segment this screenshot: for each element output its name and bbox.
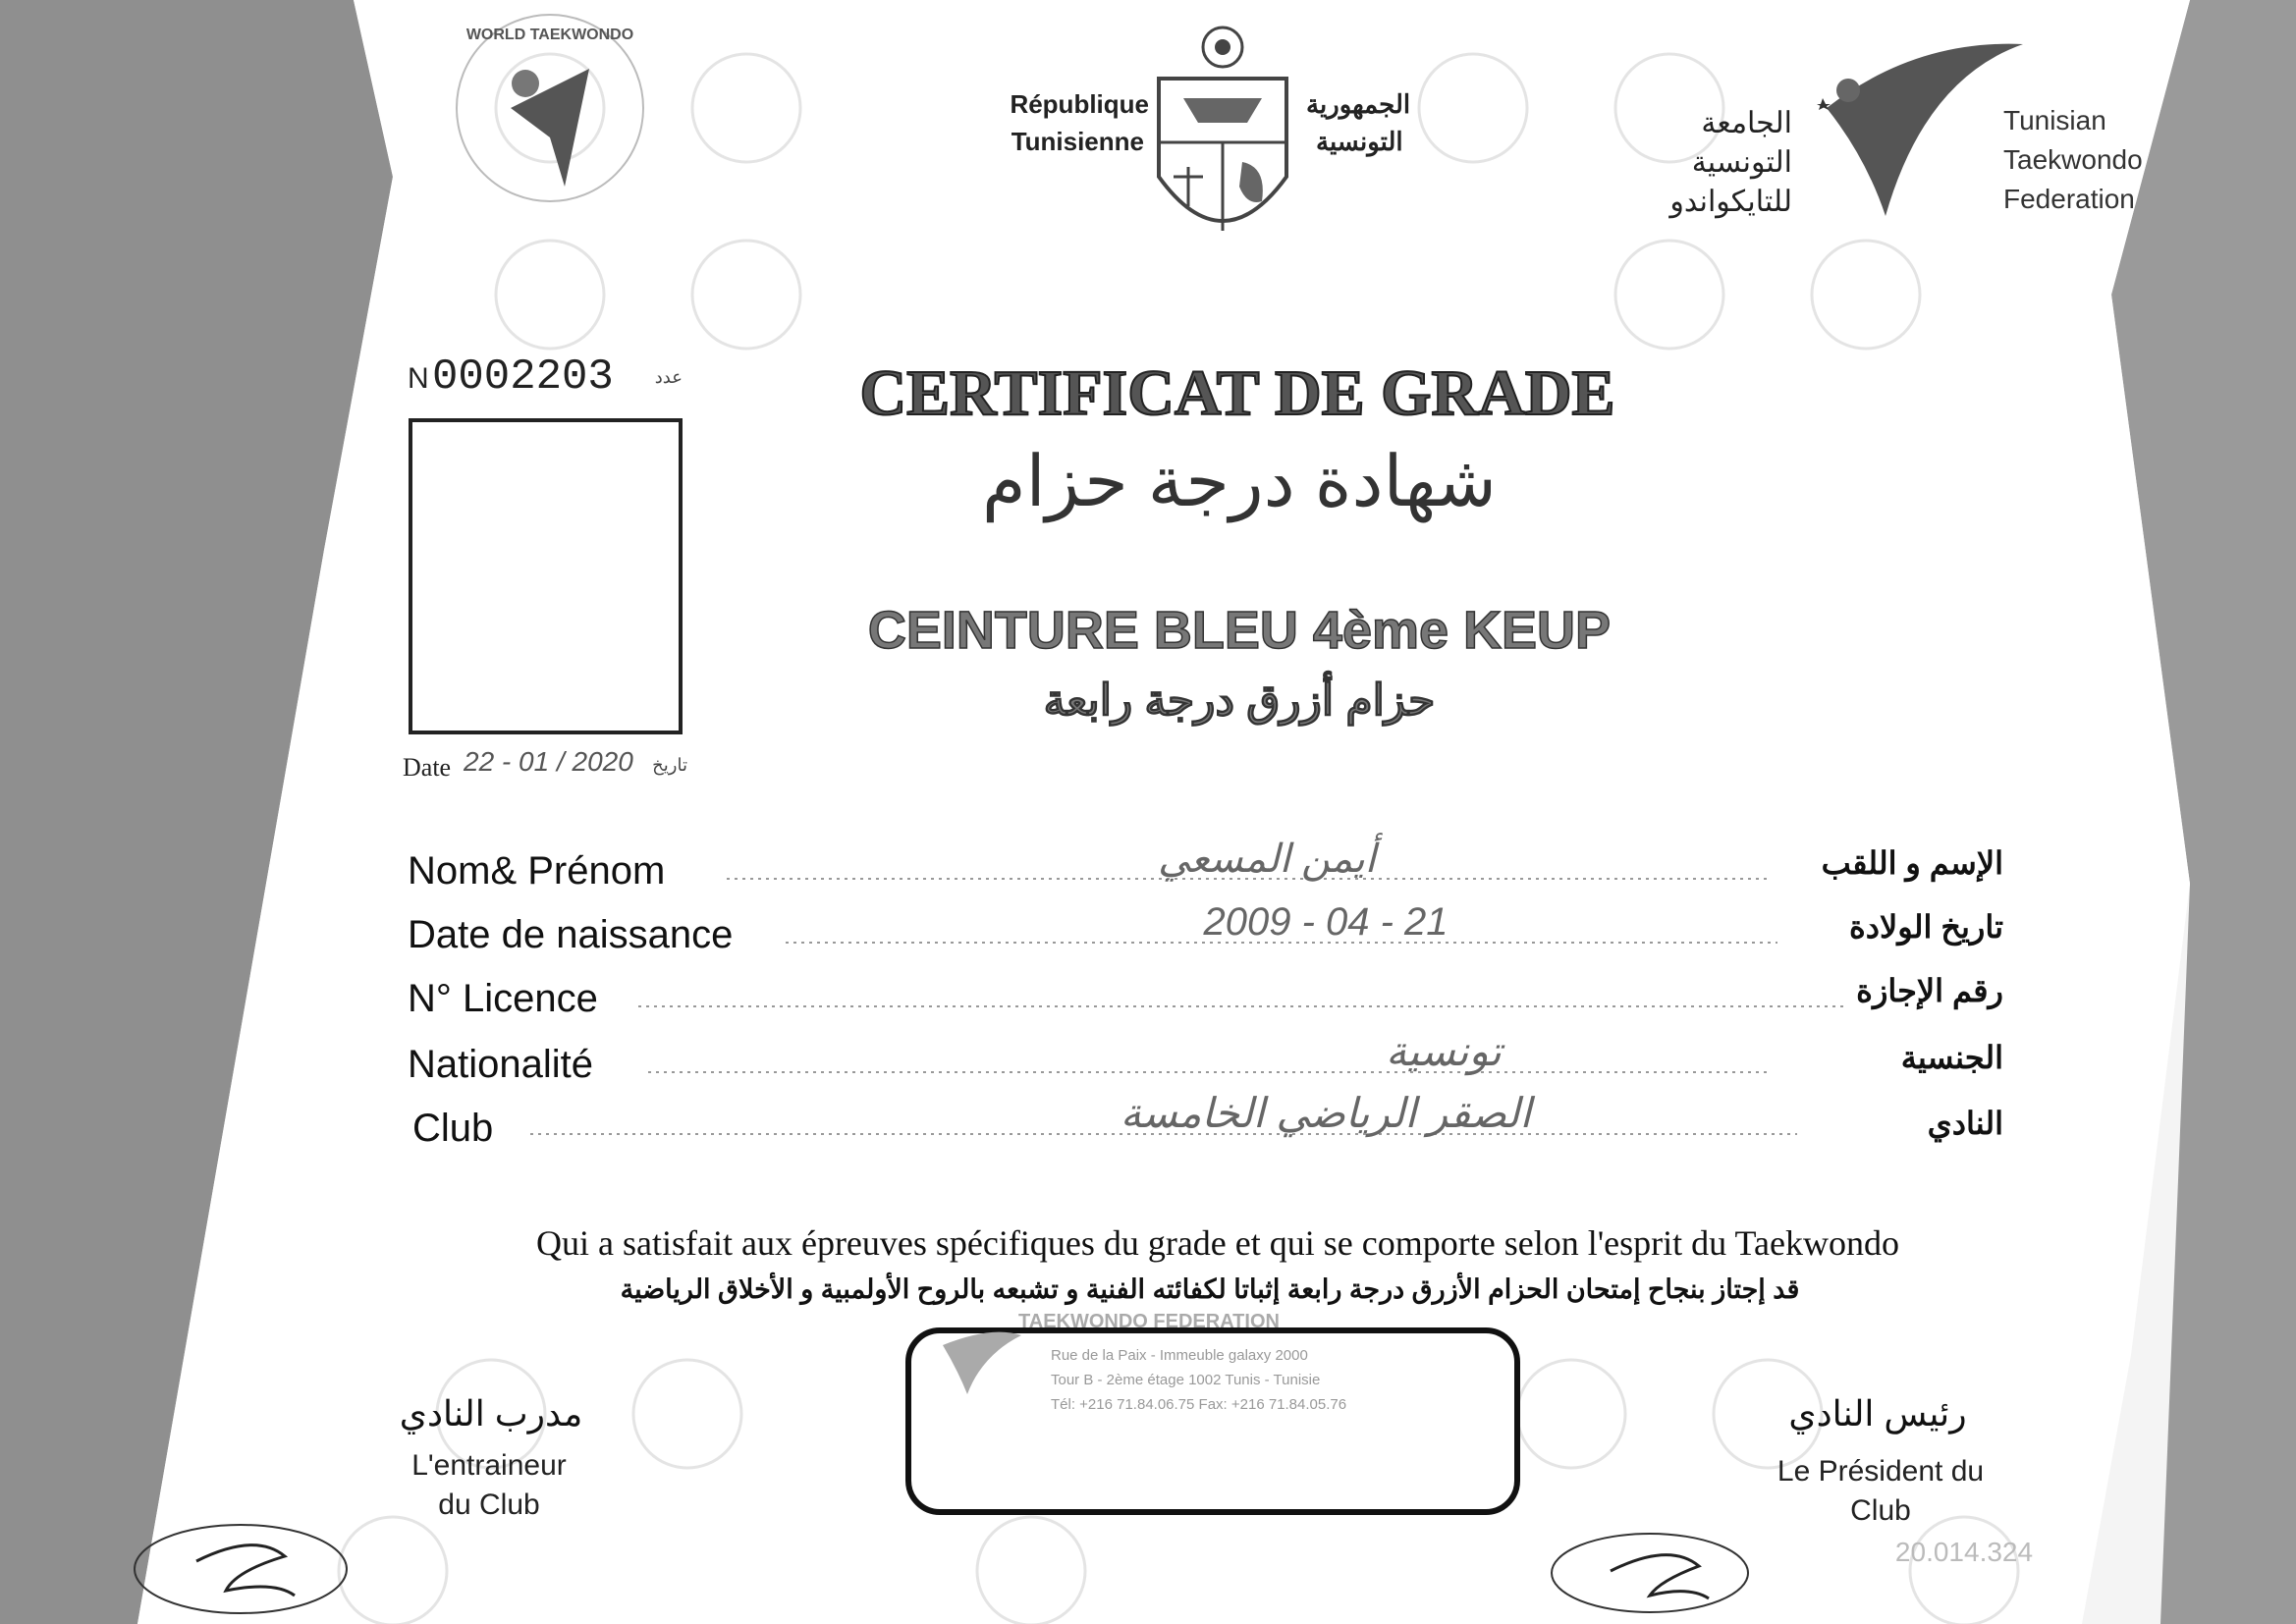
republic-ar-line1: الجمهورية xyxy=(1306,89,1411,119)
cert-number-prefix: N xyxy=(408,362,429,395)
stamp-line1: Rue de la Paix - Immeuble galaxy 2000 xyxy=(1051,1347,1308,1364)
grade-fr: CEINTURE BLEU 4ème KEUP xyxy=(867,601,1612,660)
cert-number: 0002203 xyxy=(432,352,614,402)
field-label-ar: تاريخ الولادة xyxy=(1849,909,2003,945)
field-value: تونسية xyxy=(1386,1028,1502,1074)
federation-en-line1: Tunisian xyxy=(2003,105,2106,135)
photo-box xyxy=(410,420,681,732)
field-value: 2009 - 04 - 21 xyxy=(1203,900,1449,944)
republic-fr-line2: Tunisienne xyxy=(1011,127,1144,156)
field-label-ar: الإسم و اللقب xyxy=(1821,845,2003,881)
grade-ar: حزام أزرق درجة رابعة xyxy=(1043,677,1436,725)
stamp-name: TAEKWONDO FEDERATION xyxy=(1018,1311,1280,1332)
president-fr-line1: Le Président du xyxy=(1777,1455,1985,1488)
coach-fr-line1: L'entraineur xyxy=(411,1449,567,1482)
field-value: أيمن المسعي xyxy=(1158,838,1376,881)
president-ar: رئيس النادي xyxy=(1788,1393,1967,1434)
field-label-ar: رقم الإجازة xyxy=(1856,973,2003,1008)
field-label-fr: Nationalité xyxy=(408,1043,594,1086)
republic-fr-line1: République xyxy=(1010,89,1149,119)
date-label-fr: Date xyxy=(403,753,452,782)
field-label-fr: Club xyxy=(412,1107,494,1150)
federation-ar-line2: التونسية xyxy=(1691,146,1792,179)
title-fr: CERTIFICAT DE GRADE xyxy=(859,357,1615,429)
field-label-fr: N° Licence xyxy=(408,977,598,1020)
stamp-line3: Tél: +216 71.84.06.75 Fax: +216 71.84.05.76 xyxy=(1051,1396,1347,1413)
coach-ar: مدرب النادي xyxy=(399,1393,583,1434)
federation-en-line2: Taekwondo xyxy=(2003,144,2143,175)
republic-ar-line2: التونسية xyxy=(1316,127,1403,156)
cert-number-ar: عدد xyxy=(654,367,683,387)
president-fr-line2: Club xyxy=(1850,1494,1911,1527)
field-label-ar: الجنسية xyxy=(1900,1040,2003,1075)
field-label-fr: Date de naissance xyxy=(408,913,734,956)
field-label-ar: النادي xyxy=(1927,1106,2003,1141)
statement-fr: Qui a satisfait aux épreuves spécifiques du grade et qui se comporte selon l'esprit du Taekwondo xyxy=(536,1223,1899,1263)
club-stamp-number: 20.014.324 xyxy=(1894,1537,2034,1567)
federation-ar-line1: الجامعة xyxy=(1701,107,1792,139)
field-label-fr: Nom& Prénom xyxy=(408,849,666,893)
federation-ar-line3: للتايكواندو xyxy=(1669,186,1792,218)
date-label-ar: تاريخ xyxy=(652,755,687,775)
date-value: 22 - 01 / 2020 xyxy=(464,746,633,777)
statement-ar: قد إجتاز بنجاح إمتحان الحزام الأزرق درجة رابعة إثباتا لكفائته الفنية و تشبعه بالروح الأولمبية و الأخلاق الرياضية xyxy=(620,1274,1800,1304)
world-taekwondo-text: WORLD TAEKWONDO xyxy=(465,27,634,43)
stamp-line2: Tour B - 2ème étage 1002 Tunis - Tunisie xyxy=(1051,1372,1321,1388)
federation-en-line3: Federation xyxy=(2003,184,2135,214)
title-ar: شهادة درجة حزام xyxy=(981,443,1498,521)
field-value: الصقر الرياضي الخامسة xyxy=(1120,1090,1532,1136)
coach-fr-line2: du Club xyxy=(438,1489,540,1521)
